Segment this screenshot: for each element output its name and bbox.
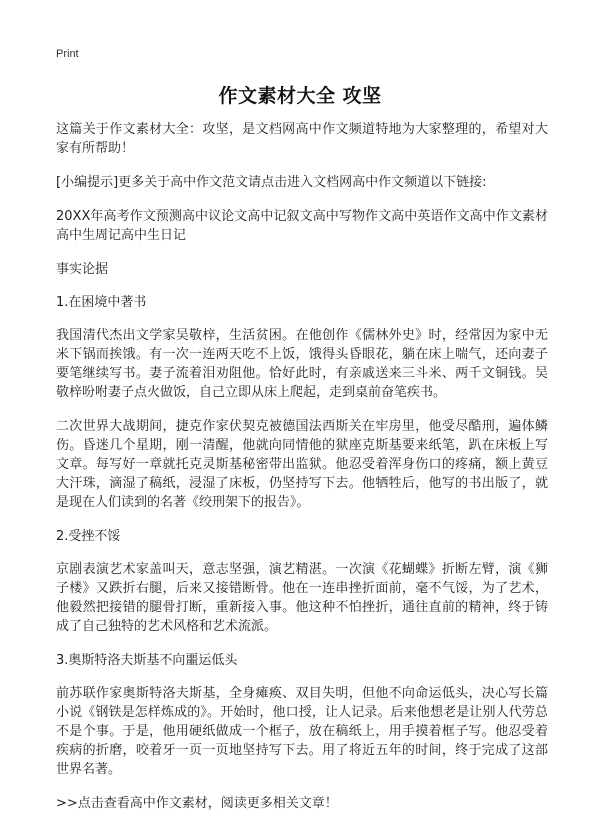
page-title: 作文素材大全 攻坚 [218, 85, 382, 107]
section-label: 事实论据 [56, 262, 109, 277]
body-paragraph: 前苏联作家奥斯特洛夫斯基，全身瘫痪、双目失明，但他不向命运低头，决心写长篇小说《钢铁是怎样炼成的》。开始时，他口授，让人记录。后来他想老是让别人代劳总不是个事。于是，他用硬纸做成一个框子，放在稿纸上，用手摸着框子写。他忍受着疾病的折磨，咬着牙一页一页地坚持写下去。用了将近五年的时间，终于完成了这部世界名著。 [56, 686, 548, 777]
section-heading: 1.在困境中著书 [56, 295, 147, 310]
article-body [56, 120, 548, 828]
category-links: 20XX年高考作文预测高中议论文高中记叙文高中写物作文高中英语作文高中作文素材高中生周记高中生日记 [56, 209, 548, 243]
editor-tip: [小编提示]更多关于高中作文范文请点击进入文档网高中作文频道以下链接: [56, 175, 487, 190]
body-paragraph: 京剧表演艺术家盖叫天，意志坚强，演艺精湛。一次演《花蝴蝶》折断左臂，演《狮子楼》又跌折右腿，后来又接错断骨。他在一连串挫折面前，毫不气馁，为了艺术，他毅然把接错的腿骨打断，重新接入事。他这种不怕挫折，通往直前的精神，终于铸成了自己独特的艺术风格和艺术流派。 [56, 562, 548, 634]
body-paragraph: 二次世界大战期间，捷克作家伏契克被德国法西斯关在牢房里，他受尽酷刑，遍体鳞伤。昏迷几个星期，刚一清醒，他就向同情他的狱座克斯基要来纸笔，趴在床板上写文章。每写好一章就托克灵斯基秘密带出监狱。他忍受着浑身伤口的疼痛，额上黄豆大汗珠，滴湿了稿纸，浸湿了床板，仍坚持写下去。他牺牲后，他写的书出版了，就是现在人们读到的名著《绞刑架下的报告》。 [56, 419, 548, 510]
print-link[interactable]: Print [56, 48, 79, 60]
intro-paragraph: 这篇关于作文素材大全：攻坚，是文档网高中作文频道特地为大家整理的，希望对大家有所帮助！ [56, 122, 548, 156]
section-heading: 3.奥斯特洛夫斯基不向噩运低头 [56, 653, 238, 668]
section-heading: 2.受挫不馁 [56, 529, 121, 544]
body-paragraph: 我国清代杰出文学家吴敬梓，生活贫困。在他创作《儒林外史》时，经常因为家中无米下锅而挨饿。有一次一连两天吃不上饭，饿得头昏眼花，躺在床上喘气，还向妻子要笔继续写书。妻子流着泪劝阻他。恰好此时，有亲戚送来三斗米、两千文铜钱。吴敬梓吩咐妻子点火做饭，自己立即从床上爬起，走到桌前奋笔疾书。 [56, 328, 548, 400]
read-more-link[interactable]: >>点击查看高中作文素材，阅读更多相关文章！ [56, 796, 338, 811]
